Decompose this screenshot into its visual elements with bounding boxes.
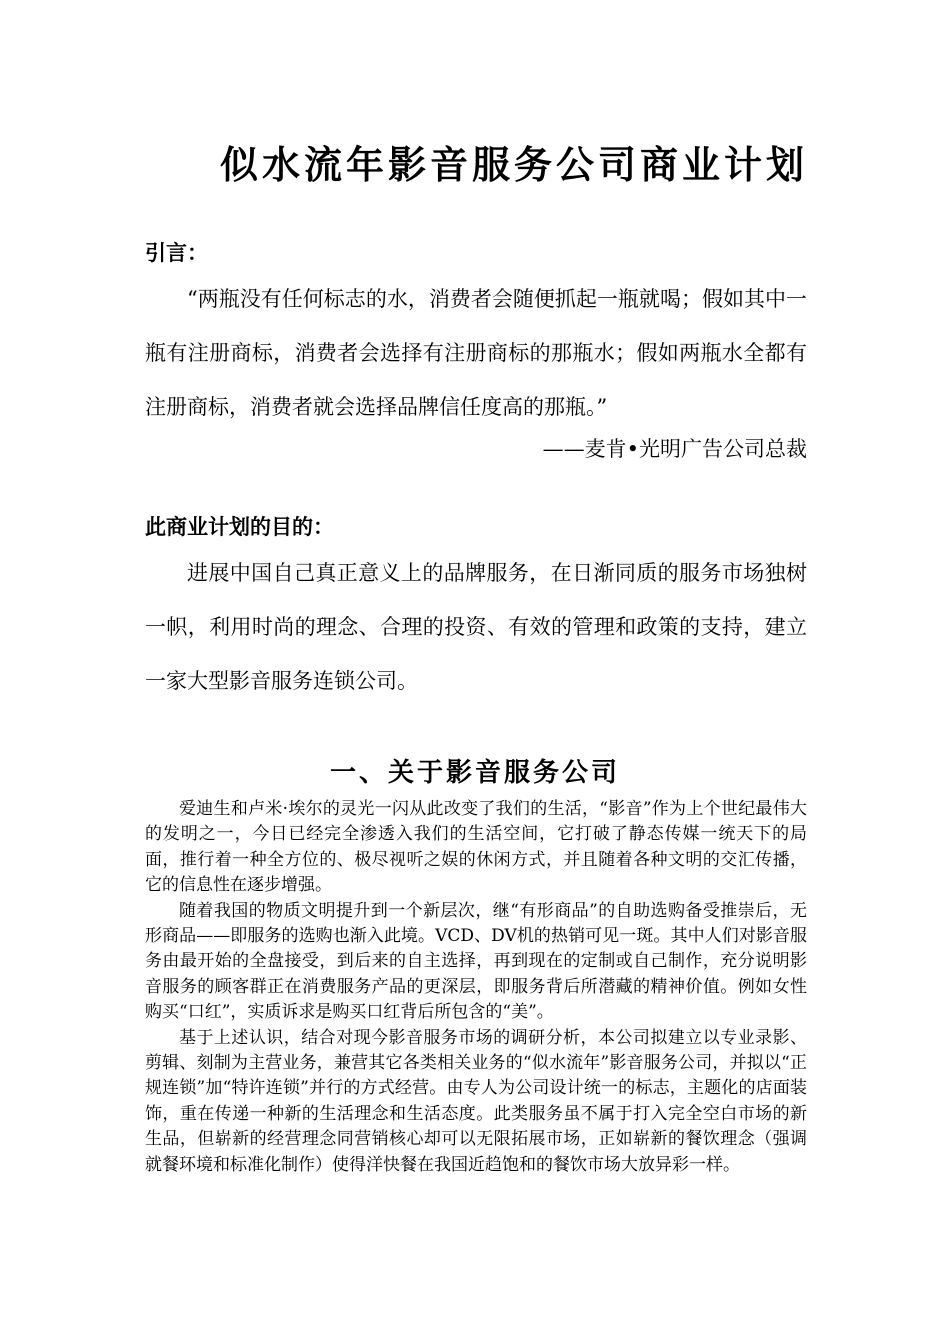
intro-quote [145, 272, 807, 434]
purpose-text: 进展中国自己真正意义上的品牌服务，在日渐同质的服务市场独树一帜，利用时尚的理念、合理的投资、有效的管理和政策的支持，建立一家大型影音服务连锁公司。 [145, 561, 807, 693]
intro-heading: 引言： [145, 241, 208, 265]
section-body [145, 797, 807, 1178]
quote-attribution: ——麦肯•光明广告公司总裁 [542, 437, 807, 461]
intro-quote-text: “两瓶没有任何标志的水，消费者会随便抓起一瓶就喝；假如其中一瓶有注册商标，消费者会选择有注册商标的那瓶水；假如两瓶水全都有注册商标，消费者就会选择品牌信任度高的那瓶。” [145, 287, 807, 419]
document-title: 似水流年影音服务公司商业计划 [220, 142, 809, 187]
purpose-heading: 此商业计划的目的： [145, 515, 334, 539]
section-title: 一、关于影音服务公司 [329, 758, 620, 788]
paragraph: 基于上述认识，结合对现今影音服务市场的调研分析，本公司拟建立以专业录影、剪辑、刻制为主营业务，兼营其它各类相关业务的“似水流年”影音服务公司，并拟以“正规连锁”加“特许连锁”并行的方式经营。由专人为公司设计统一的标志，主题化的店面装饰，重在传递一种新的生活理念和生活态度。此类服务虽不属于打入完全空白市场的新生品，但崭新的经营理念同营销核心却可以无限拓展市场，正如崭新的餐饮理念（强调就餐环境和标准化制作）使得洋快餐在我国近趋饱和的餐饮市场大放异彩一样。 [145, 1027, 807, 1175]
purpose-body [145, 546, 807, 708]
paragraph: 爱迪生和卢米·埃尔的灵光一闪从此改变了我们的生活，“影音”作为上个世纪最伟大的发明之一，今日已经完全渗透入我们的生活空间，它打破了静态传媒一统天下的局面，推行着一种全方位的、极尽视听之娱的休闲方式，并且随着各种文明的交汇传播，它的信息性在逐步增强。 [145, 799, 807, 896]
paragraph: 随着我国的物质文明提升到一个新层次，继“有形商品”的自助选购备受推崇后，无形商品——即服务的选购也渐入此境。VCD、DV机的热销可见一斑。其中人们对影音服务由最开始的全盘接受，到后来的自主选择，再到现在的定制或自己制作，充分说明影音服务的顾客群正在消费服务产品的更深层，即服务背后所潜藏的精神价值。例如女性购买“口红”，实质诉求是购买口红背后所包含的“美”。 [145, 900, 807, 1023]
